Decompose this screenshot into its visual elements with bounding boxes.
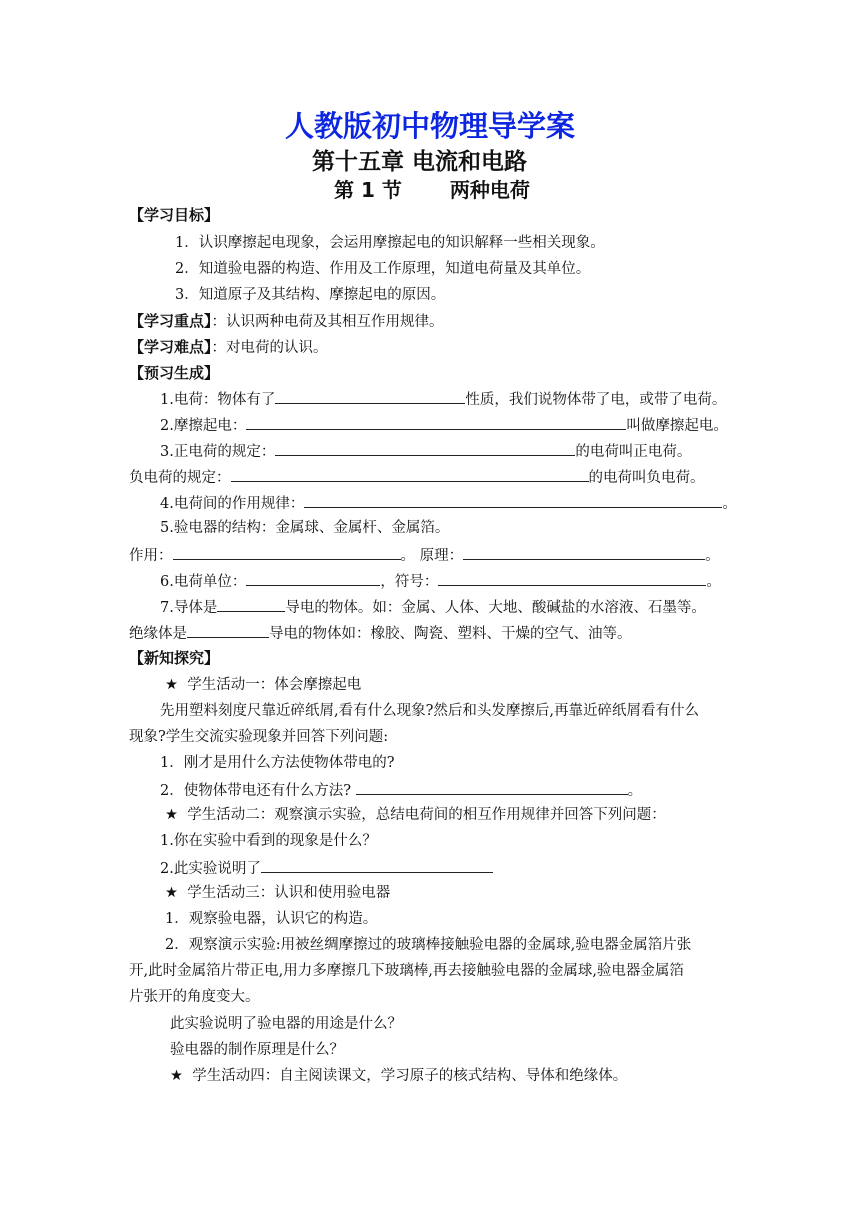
q2-text-a: 2.摩擦起电： [160,418,247,434]
activity-2 [165,805,666,825]
explore-heading: 【新知探究】 [129,649,220,667]
objective-item: 2．知道验电器的构造、作用及工作原理，知道电荷量及其单位。 [175,261,591,277]
question: 此实验说明了验电器的用途是什么？ [170,1016,402,1032]
q7-text-b: 导电的物体。如：金属、人体、大地、酸碱盐的水溶液、石墨等。 [285,600,706,616]
activity-4 [170,1066,627,1086]
star-icon: ★ [165,677,178,693]
answer-blank[interactable] [304,492,722,508]
q6-text-b: ，符号： [380,574,439,590]
paragraph: 现象?学生交流实验现象并回答下列问题: [129,729,389,745]
q7-text-a: 7.导体是 [160,600,218,616]
q4-text-b: 。 [722,496,737,512]
main-title: 人教版初中物理导学案 [284,109,575,143]
preview-q5: 5.验电器的结构：金属球、金属杆、金属箔。 [160,520,450,536]
question [160,857,493,879]
activity-2-title: 学生活动二：观察演示实验，总结电荷间的相互作用规律并回答下列问题： [187,807,666,823]
q6-text-a: 6.电荷单位： [160,574,247,590]
activity-3 [165,883,390,903]
answer-blank[interactable] [231,466,589,482]
paragraph: 先用塑料刻度尺靠近碎纸屑,看有什么现象?然后和头发摩擦后,再靠近碎纸屑看有什么 [160,703,699,719]
difficulty-text: ：对电荷的认识。 [211,340,328,356]
preview-q3 [160,440,691,462]
preview-q1 [160,388,726,410]
q2-text-b: 叫做摩擦起电。 [626,418,728,434]
q7c-text-a: 绝缘体是 [129,626,187,642]
star-icon: ★ [165,885,178,901]
preview-q2 [160,414,728,436]
preview-q5-function [129,544,720,566]
q5b-text-b: 。 原理： [400,548,464,564]
activity-1 [165,675,361,695]
preview-q7-insulator [129,622,632,644]
objective-item: 1．认识摩擦起电现象，会运用摩擦起电的知识解释一些相关现象。 [175,235,605,251]
preview-q4 [160,492,737,514]
q6-text-c: 。 [706,574,721,590]
question-text: 2．使物体带电还有什么方法? [160,783,351,799]
section-number: 第 1 节 [334,178,402,202]
question-end: 。 [627,783,643,799]
question: 1.你在实验中看到的现象是什么？ [160,833,377,849]
q4-text-a: 4.电荷间的作用规律： [160,496,305,512]
preview-heading: 【预习生成】 [129,364,220,382]
paragraph: 2．观察演示实验:用被丝绸摩擦过的玻璃棒接触验电器的金属球,验电器金属箔片张 [165,937,692,953]
paragraph: 开,此时金属箔片带正电,用力多摩擦几下玻璃棒,再去接触验电器的金属球,验电器金属箔 [129,963,684,979]
q1-text-a: 1.电荷：物体有了 [160,392,276,408]
answer-blank[interactable] [246,570,380,586]
question: 验电器的制作原理是什么？ [170,1042,344,1058]
answer-blank[interactable] [246,414,626,430]
activity-4-title: 学生活动四：自主阅读课文，学习原子的核式结构、导体和绝缘体。 [192,1068,628,1084]
question [160,779,642,801]
q3c-text-a: 负电荷的规定： [129,470,231,486]
answer-blank[interactable] [275,388,465,404]
difficulty [129,337,328,358]
preview-q6 [160,570,721,592]
q3c-text-b: 的电荷叫负电荷。 [588,470,705,486]
answer-blank[interactable] [187,622,269,638]
q5b-text-c: 。 [705,548,720,564]
answer-blank[interactable] [356,779,628,795]
chapter-title: 第十五章 电流和电路 [312,149,528,175]
paragraph: 片张开的角度变大。 [129,989,260,1005]
preview-q7 [160,596,706,618]
star-icon: ★ [170,1068,183,1084]
q7c-text-b: 导电的物体如：橡胶、陶瓷、塑料、干燥的空气、油等。 [269,626,632,642]
section-title [334,175,530,205]
key-point-label: 【学习重点】 [129,312,212,330]
objective-item: 3．知道原子及其结构、摩擦起电的原因。 [175,287,446,303]
answer-blank[interactable] [173,544,401,560]
objectives-heading: 【学习目标】 [129,206,220,224]
question-text: 2.此实验说明了 [160,861,261,877]
key-point-text: ：认识两种电荷及其相互作用规律。 [211,314,444,330]
q3-text-a: 3.正电荷的规定： [160,444,276,460]
section-name: 两种电荷 [449,178,530,202]
q1-text-b: 性质，我们说物体带了电，或带了电荷。 [465,392,727,408]
difficulty-label: 【学习难点】 [129,338,212,356]
q5b-text-a: 作用： [129,548,173,564]
answer-blank[interactable] [275,440,575,456]
q3-text-b: 的电荷叫正电荷。 [575,444,692,460]
answer-blank[interactable] [438,570,706,586]
preview-q3-negative [129,466,705,488]
activity-3-title: 学生活动三：认识和使用验电器 [187,885,391,901]
activity-1-title: 学生活动一：体会摩擦起电 [187,677,362,693]
question: 1．刚才是用什么方法使物体带电的? [160,755,395,771]
answer-blank[interactable] [217,596,285,612]
question: 1．观察验电器，认识它的构造。 [165,911,378,927]
key-point [129,311,444,332]
star-icon: ★ [165,807,178,823]
answer-blank[interactable] [261,857,493,873]
answer-blank[interactable] [463,544,705,560]
